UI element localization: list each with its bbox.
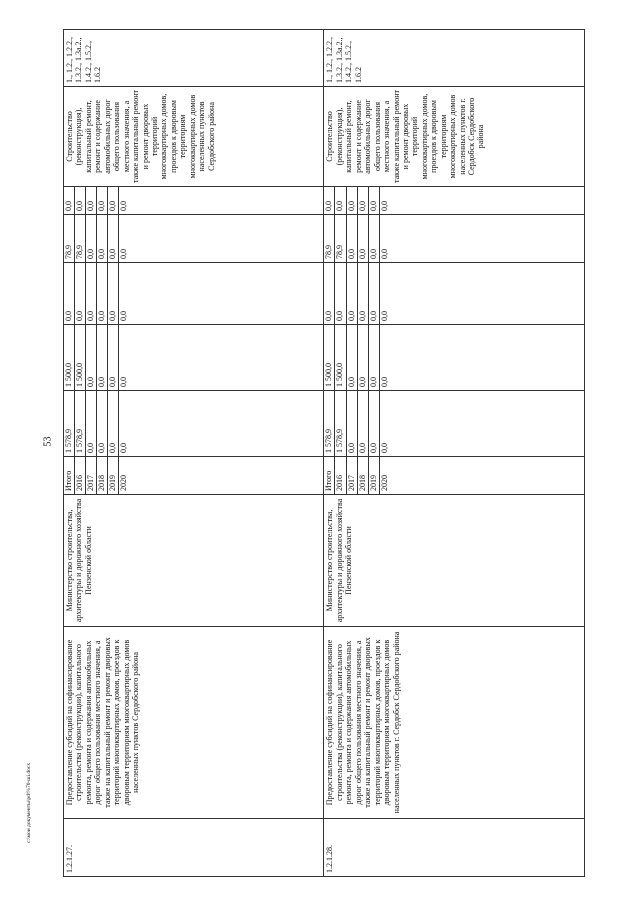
value-local: 0,0 <box>368 215 379 263</box>
value-federal: 0,0 <box>324 263 335 325</box>
value-total: 1 578,9 <box>75 391 86 457</box>
value-federal: 0,0 <box>108 263 119 325</box>
value-local: 0,0 <box>119 215 324 263</box>
year: 2016 <box>75 457 86 495</box>
value-federal: 0,0 <box>86 263 97 325</box>
value-other: 0,0 <box>108 187 119 215</box>
value-federal: 0,0 <box>368 263 379 325</box>
year: 2016 <box>335 457 346 495</box>
value-federal: 0,0 <box>97 263 108 325</box>
program-table <box>63 29 585 877</box>
value-local: 0,0 <box>357 215 368 263</box>
value-total: 0,0 <box>379 391 584 457</box>
value-federal: 0,0 <box>357 263 368 325</box>
rotated-table-container <box>63 30 585 877</box>
value-local: 0,0 <box>379 215 584 263</box>
value-regional: 0,0 <box>97 325 108 391</box>
year: 2018 <box>97 457 108 495</box>
indicators: 1., 1.2., 1.2.2., 1.3.2., 1.3а.2., 1.4.2., 1.5.2., 1.6.2 <box>64 30 324 87</box>
value-other: 0,0 <box>64 187 75 215</box>
value-local: 78,9 <box>324 215 335 263</box>
year: Итого <box>324 457 335 495</box>
value-local: 78,9 <box>64 215 75 263</box>
page-number: 53 <box>42 436 54 447</box>
value-other: 0,0 <box>86 187 97 215</box>
value-total: 0,0 <box>357 391 368 457</box>
year: 2018 <box>357 457 368 495</box>
value-regional: 1 500,0 <box>324 325 335 391</box>
year: 2019 <box>368 457 379 495</box>
executor: Министерство строительства, архитектуры и дорожного хозяйства Пензенской области <box>324 495 585 627</box>
value-federal: 0,0 <box>119 263 324 325</box>
value-other: 0,0 <box>324 187 335 215</box>
value-federal: 0,0 <box>346 263 357 325</box>
value-regional: 0,0 <box>379 325 584 391</box>
value-local: 0,0 <box>97 215 108 263</box>
value-regional: 0,0 <box>368 325 379 391</box>
value-total: 0,0 <box>368 391 379 457</box>
value-local: 78,9 <box>75 215 86 263</box>
value-other: 0,0 <box>357 187 368 215</box>
value-regional: 0,0 <box>108 325 119 391</box>
value-other: 0,0 <box>97 187 108 215</box>
value-total: 0,0 <box>86 391 97 457</box>
footer-file-path: c:\мои документы\pd\%70-ші.docx <box>26 762 32 843</box>
expected-result: Строительство (реконструкция), капитальный ремонт, ремонт и содержание автомобильных дорог общего пользования местного значения, а также капитальный ремонт и ремонт дворовых территорий многоквартирных домов, проездов к дворовым территориям многоквартирных домов населенных пунктов Сердобского района <box>64 87 324 187</box>
value-total: 0,0 <box>97 391 108 457</box>
value-local: 0,0 <box>346 215 357 263</box>
value-local: 78,9 <box>335 215 346 263</box>
value-total: 0,0 <box>108 391 119 457</box>
value-total: 1 578,9 <box>335 391 346 457</box>
year: 2019 <box>108 457 119 495</box>
value-federal: 0,0 <box>335 263 346 325</box>
executor: Министерство строительства, архитектуры и дорожного хозяйства Пензенской области <box>64 495 324 627</box>
value-other: 0,0 <box>119 187 324 215</box>
activity-description: Предоставление субсидий на софинансирование строительства (реконструкции), капитального ремонта, ремонта и содержания автомобильных дорог общего пользования местного значения, а также на капитальный ремонт и ремонт дворовых территорий многоквартирных домов, проездов к дворовым территориям многоквартирных домов населенных пунктов Сердобского района <box>64 627 324 819</box>
year: 2020 <box>379 457 584 495</box>
value-other: 0,0 <box>335 187 346 215</box>
value-local: 0,0 <box>86 215 97 263</box>
table-row <box>64 30 75 877</box>
value-federal: 0,0 <box>75 263 86 325</box>
year: Итого <box>64 457 75 495</box>
activity-description: Предоставление субсидий на софинансирование строительства (реконструкции), капитального ремонта, ремонта и содержания автомобильных дорог общего пользования местного значения, а также на капитальный ремонт и ремонт дворовых территорий многоквартирных домов, проездов к дворовым территориям многоквартирных домов населенных пунктов г. Сердобск Сердобского района <box>324 627 585 819</box>
year: 2017 <box>346 457 357 495</box>
value-local: 0,0 <box>108 215 119 263</box>
year: 2017 <box>86 457 97 495</box>
indicators: 1., 1.2., 1.2.2., 1.3.2., 1.3а.2., 1.4.2., 1.5.2., 1.6.2 <box>324 30 585 87</box>
value-other: 0,0 <box>368 187 379 215</box>
value-regional: 0,0 <box>119 325 324 391</box>
value-total: 0,0 <box>119 391 324 457</box>
year: 2020 <box>119 457 324 495</box>
value-total: 1 578,9 <box>324 391 335 457</box>
expected-result: Строительство (реконструкция), капитальный ремонт, ремонт и содержание автомобильных дорог общего пользования местного значения, а также капитальный ремонт и ремонт дворовых территорий многоквартирных домов, проездов к дворовым территориям многоквартирных домов населенных пунктов г. Сердобск Сердобского района <box>324 87 585 187</box>
value-regional: 0,0 <box>86 325 97 391</box>
value-federal: 0,0 <box>64 263 75 325</box>
value-total: 1 578,9 <box>64 391 75 457</box>
value-regional: 1 500,0 <box>75 325 86 391</box>
value-total: 0,0 <box>346 391 357 457</box>
value-regional: 0,0 <box>357 325 368 391</box>
value-regional: 1 500,0 <box>335 325 346 391</box>
table-row <box>324 30 335 877</box>
value-other: 0,0 <box>346 187 357 215</box>
value-regional: 0,0 <box>346 325 357 391</box>
row-number: 1.2.1.27. <box>64 819 324 877</box>
row-number: 1.2.1.28. <box>324 819 585 877</box>
value-federal: 0,0 <box>379 263 584 325</box>
value-regional: 1 500,0 <box>64 325 75 391</box>
value-other: 0,0 <box>75 187 86 215</box>
value-other: 0,0 <box>379 187 584 215</box>
